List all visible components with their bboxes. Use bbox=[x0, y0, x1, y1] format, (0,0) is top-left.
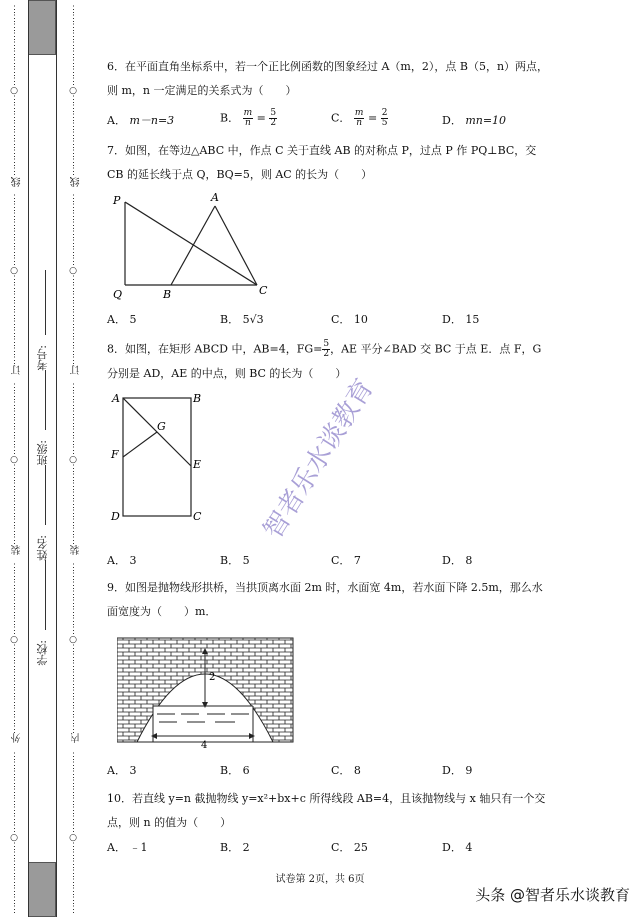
binding-dot: ⋮ bbox=[69, 32, 78, 42]
binding-dot: ⋮ bbox=[10, 698, 19, 708]
binding-dot: ⋮ bbox=[10, 401, 19, 411]
binding-dot: ⋮ bbox=[69, 338, 78, 348]
binding-dot: ⋮ bbox=[10, 320, 19, 330]
binding-dot: ⋮ bbox=[10, 563, 19, 573]
binding-dot: ⋮ bbox=[10, 851, 19, 861]
binding-dot: ⋮ bbox=[10, 581, 19, 591]
binding-dot: ⋮ bbox=[10, 302, 19, 312]
outer-label-wai: 外 bbox=[12, 733, 23, 743]
binding-dot: ⋮ bbox=[10, 887, 19, 897]
option-c[interactable]: C． 7 bbox=[331, 554, 361, 567]
binding-dot: ⋮ bbox=[69, 248, 78, 258]
binding-dot: ⋮ bbox=[69, 806, 78, 816]
binding-dot: ⋮ bbox=[69, 698, 78, 708]
binding-dot: ⋮ bbox=[10, 158, 19, 168]
question-text: 9．如图是抛物线形拱桥，当拱顶离水面 2m 时，水面宽 4m，若水面下降 2.5m，那么水 bbox=[107, 581, 543, 594]
binding-dot: ⋮ bbox=[69, 203, 78, 213]
binding-dot: ⋮ bbox=[69, 275, 78, 285]
binding-dot: ⋮ bbox=[69, 905, 78, 915]
binding-dot: ⋮ bbox=[69, 230, 78, 240]
binding-dot: ⋮ bbox=[10, 896, 19, 906]
question-text: 则 m，n 一定满足的关系式为（ ） bbox=[107, 84, 297, 97]
binding-dot: ⋮ bbox=[69, 536, 78, 546]
binding-dot: ⋮ bbox=[69, 860, 78, 870]
option-a[interactable]: A． 5 bbox=[107, 313, 137, 326]
question-text: CB 的延长线于点 Q，BQ=5，则 AC 的长为（ ） bbox=[107, 168, 373, 181]
binding-dot: ⋮ bbox=[10, 878, 19, 888]
inner-label-zhuang: 装 bbox=[71, 545, 82, 555]
binding-dot: ⋮ bbox=[69, 464, 78, 474]
binding-dot: ⋮ bbox=[10, 383, 19, 393]
binding-dot: ⋮ bbox=[69, 473, 78, 483]
binding-dot: ⋮ bbox=[10, 824, 19, 834]
binding-dot: ⋮ bbox=[69, 491, 78, 501]
binding-dot: ⋮ bbox=[69, 572, 78, 582]
binding-dot: ⋮ bbox=[69, 815, 78, 825]
binding-dot: ⋮ bbox=[69, 437, 78, 447]
binding-dot: ⋮ bbox=[69, 212, 78, 222]
binding-dot: ⋮ bbox=[10, 806, 19, 816]
option-c[interactable]: C． 8 bbox=[331, 764, 361, 777]
binding-dot: ⋮ bbox=[69, 14, 78, 24]
binding-dot: ⋮ bbox=[10, 815, 19, 825]
binding-dot: ⋮ bbox=[10, 104, 19, 114]
binding-dot: ⋮ bbox=[69, 167, 78, 177]
binding-dot: ⋮ bbox=[10, 257, 19, 267]
binding-dot: ⋮ bbox=[10, 14, 19, 24]
field-school-line[interactable] bbox=[45, 560, 46, 630]
binding-dot: ⋮ bbox=[10, 680, 19, 690]
binding-dot: ⋮ bbox=[10, 725, 19, 735]
binding-dot: ⋮ bbox=[69, 671, 78, 681]
binding-dot: ⋮ bbox=[69, 788, 78, 798]
binding-dot: ⋮ bbox=[69, 131, 78, 141]
binding-dot: ⋮ bbox=[10, 194, 19, 204]
binding-dot: ○ bbox=[10, 833, 18, 843]
field-number-line[interactable] bbox=[45, 270, 46, 335]
binding-dot: ⋮ bbox=[10, 113, 19, 123]
binding-dot: ⋮ bbox=[69, 653, 78, 663]
binding-dot: ⋮ bbox=[10, 500, 19, 510]
page-footer: 试卷第 2页，共 6页 bbox=[275, 874, 365, 885]
binding-dot: ⋮ bbox=[69, 5, 78, 15]
binding-dot: ⋮ bbox=[10, 149, 19, 159]
binding-dot: ⋮ bbox=[10, 617, 19, 627]
binding-dot: ⋮ bbox=[69, 500, 78, 510]
option-b[interactable]: B． $\frac{m}{n}$ = $\frac{5}{2}$ bbox=[220, 108, 277, 128]
binding-dot: ⋮ bbox=[10, 536, 19, 546]
figure-label: 4 bbox=[201, 740, 208, 751]
binding-dot: ⋮ bbox=[10, 752, 19, 762]
binding-dot: ⋮ bbox=[10, 518, 19, 528]
question-7 bbox=[107, 144, 632, 182]
binding-dot: ⋮ bbox=[69, 239, 78, 249]
question-text: 10．若直线 y=n 截抛物线 y=x²+bx+c 所得线段 AB=4，且该抛物线与 x 轴只有一个交 bbox=[107, 792, 546, 805]
binding-dot: ⋮ bbox=[10, 347, 19, 357]
figure-label: Q bbox=[113, 288, 123, 301]
option-b[interactable]: B． 6 bbox=[220, 764, 250, 777]
binding-dot: ⋮ bbox=[69, 221, 78, 231]
binding-dot: ○ bbox=[10, 86, 18, 96]
binding-dot: ⋮ bbox=[10, 842, 19, 852]
binding-dot: ⋮ bbox=[10, 473, 19, 483]
binding-dot: ⋮ bbox=[69, 320, 78, 330]
binding-dot: ⋮ bbox=[10, 356, 19, 366]
question-10 bbox=[107, 792, 632, 830]
field-school-label: 学校: bbox=[36, 640, 49, 666]
binding-dot: ⋮ bbox=[10, 131, 19, 141]
option-d[interactable]: D． 8 bbox=[442, 554, 473, 567]
question-text: 点，则 n 的值为（ ） bbox=[107, 816, 232, 829]
inner-label-nei: 内 bbox=[71, 733, 82, 743]
binding-dot: ⋮ bbox=[10, 590, 19, 600]
binding-dot: ⋮ bbox=[69, 284, 78, 294]
binding-dot: ⋮ bbox=[10, 77, 19, 87]
binding-dot: ⋮ bbox=[10, 797, 19, 807]
binding-dot: ⋮ bbox=[10, 464, 19, 474]
binding-dot: ⋮ bbox=[69, 257, 78, 267]
binding-dot: ○ bbox=[69, 635, 77, 645]
binding-dot: ⋮ bbox=[10, 230, 19, 240]
binding-dot: ⋮ bbox=[10, 5, 19, 15]
binding-dot: ○ bbox=[69, 833, 77, 843]
dotted-column-inner bbox=[69, 0, 77, 917]
binding-dot: ⋮ bbox=[10, 167, 19, 177]
binding-dot: ⋮ bbox=[69, 140, 78, 150]
option-b[interactable]: B． 5√3 bbox=[220, 313, 264, 326]
binding-dot: ⋮ bbox=[69, 851, 78, 861]
option-a[interactable]: A． m－n=3 bbox=[107, 114, 175, 127]
figure-label: D bbox=[111, 510, 120, 523]
option-d[interactable]: D． 4 bbox=[442, 841, 473, 854]
binding-dot: ○ bbox=[10, 266, 18, 276]
binding-dot: ⋮ bbox=[10, 662, 19, 672]
binding-dot: ⋮ bbox=[10, 770, 19, 780]
binding-dot: ⋮ bbox=[10, 419, 19, 429]
binding-dot: ⋮ bbox=[69, 527, 78, 537]
binding-dot: ⋮ bbox=[69, 752, 78, 762]
binding-dot: ⋮ bbox=[10, 428, 19, 438]
binding-dot: ⋮ bbox=[69, 779, 78, 789]
outer-label-zhuang: 装 bbox=[12, 545, 23, 555]
option-c[interactable]: C． $\frac{m}{n}$ = $\frac{2}{5}$ bbox=[331, 108, 388, 128]
binding-dot: ⋮ bbox=[69, 329, 78, 339]
binding-dot: ⋮ bbox=[10, 482, 19, 492]
option-d[interactable]: D． 15 bbox=[442, 313, 480, 326]
figure-label: 2 bbox=[209, 672, 216, 683]
binding-dot: ⋮ bbox=[10, 59, 19, 69]
binding-dot: ⋮ bbox=[69, 410, 78, 420]
binding-dot: ⋮ bbox=[69, 23, 78, 33]
binding-dot: ⋮ bbox=[10, 860, 19, 870]
dotted-column-outer bbox=[10, 0, 18, 917]
binding-dot: ⋮ bbox=[69, 50, 78, 60]
question-text: 7．如图，在等边△ABC 中，作点 C 关于直线 AB 的对称点 P，过点 P 作 PQ⊥BC，交 bbox=[107, 144, 537, 157]
binding-dot: ⋮ bbox=[10, 779, 19, 789]
binding-dot: ○ bbox=[69, 266, 77, 276]
binding-dot: ⋮ bbox=[10, 527, 19, 537]
rectangle-figure bbox=[107, 390, 217, 525]
binding-dot: ⋮ bbox=[69, 392, 78, 402]
outer-label-xian: 线 bbox=[12, 177, 23, 187]
question-9 bbox=[107, 581, 632, 619]
binding-dot: ⋮ bbox=[10, 140, 19, 150]
binding-dot: ⋮ bbox=[69, 77, 78, 87]
option-b[interactable]: B． 2 bbox=[220, 841, 250, 854]
binding-dot: ⋮ bbox=[69, 563, 78, 573]
binding-dot: ⋮ bbox=[69, 716, 78, 726]
arch-bridge-figure bbox=[117, 636, 297, 751]
binding-dot: ⋮ bbox=[10, 446, 19, 456]
field-class-line[interactable] bbox=[45, 370, 46, 430]
binding-dot: ⋮ bbox=[69, 707, 78, 717]
binding-dot: ⋮ bbox=[10, 122, 19, 132]
binding-dot: ⋮ bbox=[69, 149, 78, 159]
figure-label: G bbox=[157, 420, 166, 433]
binding-dot: ⋮ bbox=[69, 356, 78, 366]
binding-dot: ⋮ bbox=[69, 428, 78, 438]
inner-label-ding: 订 bbox=[71, 365, 82, 375]
binding-dot: ⋮ bbox=[10, 572, 19, 582]
option-d[interactable]: D． 9 bbox=[442, 764, 473, 777]
field-class-label: 班级: bbox=[36, 440, 49, 466]
binding-dot: ○ bbox=[10, 455, 18, 465]
watermark: 智者乐水谈教育 bbox=[258, 373, 380, 545]
figure-label: C bbox=[259, 284, 268, 297]
outer-label-ding: 订 bbox=[12, 365, 23, 375]
question-8 bbox=[107, 340, 632, 381]
inner-label-xian: 线 bbox=[71, 177, 82, 187]
binding-dot: ⋮ bbox=[10, 41, 19, 51]
binding-dot: ⋮ bbox=[69, 662, 78, 672]
binding-dot: ⋮ bbox=[69, 41, 78, 51]
binding-dot: ⋮ bbox=[10, 392, 19, 402]
binding-dot: ⋮ bbox=[69, 113, 78, 123]
divider-line bbox=[28, 0, 29, 917]
binding-dot: ⋮ bbox=[10, 491, 19, 501]
binding-dot: ⋮ bbox=[10, 437, 19, 447]
binding-dot: ⋮ bbox=[10, 905, 19, 915]
option-a[interactable]: A． 3 bbox=[107, 764, 137, 777]
binding-dot: ⋮ bbox=[69, 626, 78, 636]
binding-dot: ⋮ bbox=[69, 770, 78, 780]
binding-dot: ⋮ bbox=[10, 212, 19, 222]
binding-dot: ⋮ bbox=[10, 761, 19, 771]
binding-dot: ⋮ bbox=[10, 689, 19, 699]
binding-margin bbox=[0, 0, 95, 917]
binding-dot: ⋮ bbox=[69, 158, 78, 168]
binding-dot: ⋮ bbox=[69, 446, 78, 456]
binding-dot: ⋮ bbox=[69, 482, 78, 492]
binding-dot: ⋮ bbox=[10, 599, 19, 609]
binding-dot: ⋮ bbox=[69, 194, 78, 204]
binding-dot: ⋮ bbox=[10, 275, 19, 285]
field-name-line[interactable] bbox=[45, 465, 46, 525]
binding-dot: ⋮ bbox=[10, 626, 19, 636]
binding-dot: ⋮ bbox=[69, 887, 78, 897]
question-6 bbox=[107, 60, 632, 98]
figure-label: F bbox=[111, 448, 119, 461]
binding-dot: ○ bbox=[69, 86, 77, 96]
binding-dot: ⋮ bbox=[10, 23, 19, 33]
question-text: 8．如图，在矩形 ABCD 中，AB=4，FG= $\frac{5}{2}$ ，AE 平分∠BAD 交 BC 于点 E．点 F，G bbox=[107, 339, 542, 359]
figure-label: E bbox=[193, 458, 202, 471]
binding-dot: ⋮ bbox=[10, 293, 19, 303]
binding-dot: ⋮ bbox=[69, 59, 78, 69]
binding-dot: ⋮ bbox=[10, 248, 19, 258]
gray-bar-top bbox=[28, 0, 56, 55]
question-text: 分别是 AD，AE 的中点，则 BC 的长为（ ） bbox=[107, 367, 347, 380]
figure-label: C bbox=[193, 510, 202, 523]
binding-dot: ○ bbox=[69, 455, 77, 465]
binding-dot: ⋮ bbox=[69, 896, 78, 906]
figure-label: P bbox=[113, 194, 121, 207]
binding-dot: ⋮ bbox=[69, 347, 78, 357]
binding-dot: ⋮ bbox=[10, 329, 19, 339]
binding-dot: ⋮ bbox=[69, 509, 78, 519]
binding-dot: ⋮ bbox=[69, 824, 78, 834]
binding-dot: ⋮ bbox=[10, 50, 19, 60]
binding-dot: ⋮ bbox=[10, 95, 19, 105]
binding-dot: ⋮ bbox=[69, 302, 78, 312]
binding-dot: ⋮ bbox=[69, 689, 78, 699]
binding-dot: ⋮ bbox=[69, 842, 78, 852]
binding-dot: ⋮ bbox=[10, 68, 19, 78]
binding-dot: ⋮ bbox=[10, 410, 19, 420]
binding-dot: ⋮ bbox=[10, 509, 19, 519]
binding-dot: ⋮ bbox=[69, 869, 78, 879]
binding-dot: ⋮ bbox=[10, 32, 19, 42]
question-text: 面宽度为（ ）m． bbox=[107, 605, 217, 618]
binding-dot: ⋮ bbox=[10, 221, 19, 231]
triangle-figure bbox=[107, 188, 277, 303]
question-text: 6．在平面直角坐标系中，若一个正比例函数的图象经过 A（m，2），点 B（5，n）两点， bbox=[107, 60, 549, 73]
binding-dot: ⋮ bbox=[69, 617, 78, 627]
binding-dot: ⋮ bbox=[10, 608, 19, 618]
field-number-label: 考号: bbox=[36, 345, 49, 371]
binding-dot: ⋮ bbox=[69, 311, 78, 321]
binding-dot: ⋮ bbox=[69, 725, 78, 735]
binding-dot: ⋮ bbox=[69, 761, 78, 771]
binding-dot: ⋮ bbox=[10, 869, 19, 879]
binding-dot: ⋮ bbox=[10, 707, 19, 717]
binding-dot: ⋮ bbox=[69, 68, 78, 78]
binding-dot: ⋮ bbox=[10, 239, 19, 249]
binding-dot: ○ bbox=[10, 635, 18, 645]
binding-dot: ⋮ bbox=[10, 203, 19, 213]
binding-dot: ⋮ bbox=[10, 671, 19, 681]
figure-label: B bbox=[193, 392, 202, 405]
binding-dot: ⋮ bbox=[69, 797, 78, 807]
binding-dot: ⋮ bbox=[69, 878, 78, 888]
binding-dot: ⋮ bbox=[10, 311, 19, 321]
binding-dot: ⋮ bbox=[69, 383, 78, 393]
field-name-label: 姓名: bbox=[36, 535, 49, 561]
option-c[interactable]: C． 25 bbox=[331, 841, 368, 854]
option-a[interactable]: A． ﹣1 bbox=[107, 841, 148, 854]
binding-dot: ⋮ bbox=[69, 644, 78, 654]
binding-dot: ⋮ bbox=[69, 680, 78, 690]
option-d[interactable]: D． mn=10 bbox=[442, 114, 507, 127]
binding-dot: ⋮ bbox=[69, 599, 78, 609]
binding-dot: ⋮ bbox=[69, 95, 78, 105]
binding-dot: ⋮ bbox=[69, 122, 78, 132]
option-b[interactable]: B． 5 bbox=[220, 554, 250, 567]
figure-label: B bbox=[163, 288, 172, 301]
binding-dot: ⋮ bbox=[69, 590, 78, 600]
binding-dot: ⋮ bbox=[69, 104, 78, 114]
binding-dot: ⋮ bbox=[69, 608, 78, 618]
option-a[interactable]: A． 3 bbox=[107, 554, 137, 567]
option-c[interactable]: C． 10 bbox=[331, 313, 368, 326]
divider-line bbox=[56, 0, 57, 917]
binding-dot: ⋮ bbox=[10, 788, 19, 798]
binding-dot: ⋮ bbox=[10, 338, 19, 348]
figure-label: A bbox=[211, 191, 219, 204]
binding-dot: ⋮ bbox=[69, 293, 78, 303]
binding-dot: ⋮ bbox=[10, 284, 19, 294]
brand-watermark: 头条 @智者乐水谈教育 bbox=[475, 886, 630, 904]
figure-label: A bbox=[112, 392, 120, 405]
binding-dot: ⋮ bbox=[69, 401, 78, 411]
binding-dot: ⋮ bbox=[10, 716, 19, 726]
binding-dot: ⋮ bbox=[10, 644, 19, 654]
binding-dot: ⋮ bbox=[69, 419, 78, 429]
binding-dot: ⋮ bbox=[69, 518, 78, 528]
binding-dot: ⋮ bbox=[10, 653, 19, 663]
binding-dot: ⋮ bbox=[69, 581, 78, 591]
